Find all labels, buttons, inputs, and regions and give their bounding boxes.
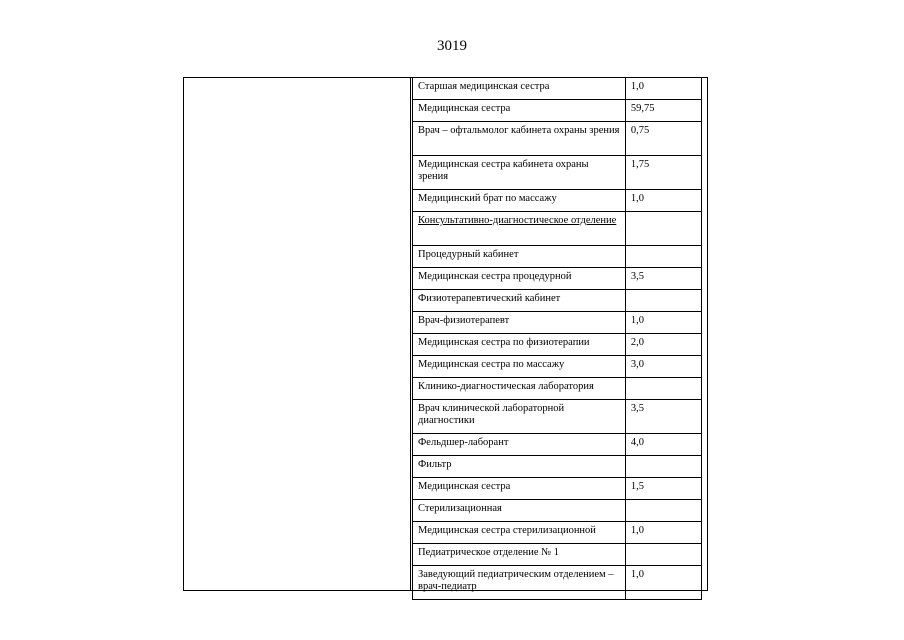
- staff-units-value: 1,5: [630, 481, 645, 492]
- position-name-cell: [413, 478, 626, 500]
- position-name-cell: [413, 190, 626, 212]
- staff-units-value: 2,0: [630, 337, 645, 348]
- position-name-cell: [413, 500, 626, 522]
- staff-units-cell: [625, 312, 701, 334]
- position-name-cell: [413, 78, 626, 100]
- staff-units-cell: [625, 400, 701, 434]
- position-name-cell: [413, 268, 626, 290]
- staff-units-cell: [625, 246, 701, 268]
- position-name: Консультативно-диагностическое отделение: [418, 215, 617, 226]
- position-name-cell: [413, 312, 626, 334]
- table-row: [413, 566, 702, 600]
- table-row: [413, 268, 702, 290]
- staff-units-cell: [625, 122, 701, 156]
- position-name: Медицинская сестра процедурной: [418, 271, 572, 282]
- table-row: [413, 122, 702, 156]
- position-name-cell: [413, 156, 626, 190]
- position-name-cell: [413, 434, 626, 456]
- position-name: Стерилизационная: [418, 503, 502, 514]
- page-number: 3019: [437, 38, 467, 54]
- position-name: Врач – офтальмолог кабинета охраны зрения: [418, 125, 620, 136]
- table-row: [413, 78, 702, 100]
- staff-units-value: 1,75: [630, 159, 650, 170]
- position-name: Медицинский брат по массажу: [418, 193, 557, 204]
- position-name: Заведующий педиатрическим отделением – врач-педиатр: [418, 569, 614, 592]
- position-name: Медицинская сестра: [418, 103, 511, 114]
- position-name: Врач клинической лабораторной диагностики: [418, 403, 565, 426]
- table-row: [413, 522, 702, 544]
- staff-units-cell: [625, 500, 701, 522]
- position-name: Медицинская сестра по физиотерапии: [418, 337, 590, 348]
- position-name-cell: [413, 334, 626, 356]
- table-row: [413, 500, 702, 522]
- table-row: [413, 246, 702, 268]
- staff-units-cell: [625, 522, 701, 544]
- position-name: Медицинская сестра кабинета охраны зрения: [418, 159, 589, 182]
- position-name: Врач-физиотерапевт: [418, 315, 510, 326]
- staff-units-cell: [625, 478, 701, 500]
- staff-units-value: 3,0: [630, 359, 645, 370]
- staff-units-cell: [625, 434, 701, 456]
- position-name: Фильтр: [418, 459, 452, 470]
- staff-units-cell: [625, 378, 701, 400]
- staff-units-value: 3,5: [630, 403, 645, 414]
- table-row: [413, 356, 702, 378]
- table-row: [413, 456, 702, 478]
- table-row: [413, 544, 702, 566]
- table-row: [413, 290, 702, 312]
- position-name: Старшая медицинская сестра: [418, 81, 550, 92]
- staff-units-cell: [625, 156, 701, 190]
- staff-units-cell: [625, 456, 701, 478]
- position-name-cell: [413, 122, 626, 156]
- staff-units-cell: [625, 78, 701, 100]
- table-row: [413, 334, 702, 356]
- left-column-divider: [410, 78, 411, 590]
- table-row: [413, 434, 702, 456]
- staff-table: [412, 77, 702, 600]
- staff-units-value: 1,0: [630, 315, 645, 326]
- staff-units-cell: [625, 356, 701, 378]
- staff-units-value: 1,0: [630, 569, 645, 580]
- staff-units-value: 1,0: [630, 525, 645, 536]
- staff-units-value: 1,0: [630, 81, 645, 92]
- table-row: [413, 190, 702, 212]
- position-name-cell: [413, 212, 626, 246]
- staff-units-value: 1,0: [630, 193, 645, 204]
- position-name: Физиотерапевтический кабинет: [418, 293, 561, 304]
- position-name-cell: [413, 246, 626, 268]
- staff-units-cell: [625, 190, 701, 212]
- position-name-cell: [413, 456, 626, 478]
- table-row: [413, 400, 702, 434]
- staff-units-cell: [625, 100, 701, 122]
- staff-units-value: 3,5: [630, 271, 645, 282]
- staff-units-cell: [625, 334, 701, 356]
- table-row: [413, 156, 702, 190]
- staff-table-body: [413, 78, 702, 600]
- position-name-cell: [413, 544, 626, 566]
- position-name-cell: [413, 378, 626, 400]
- table-row: [413, 100, 702, 122]
- position-name: Клинико-диагностическая лаборатория: [418, 381, 594, 392]
- position-name: Педиатрическое отделение № 1: [418, 547, 560, 558]
- position-name-cell: [413, 566, 626, 600]
- staff-units-cell: [625, 290, 701, 312]
- staff-units-value: 4,0: [630, 437, 645, 448]
- position-name-cell: [413, 400, 626, 434]
- position-name-cell: [413, 522, 626, 544]
- table-row: [413, 478, 702, 500]
- table-row: [413, 312, 702, 334]
- staff-units-cell: [625, 566, 701, 600]
- staff-units-cell: [625, 268, 701, 290]
- staff-units-value: 0,75: [630, 125, 650, 136]
- position-name-cell: [413, 356, 626, 378]
- position-name: Медицинская сестра по массажу: [418, 359, 565, 370]
- position-name: Процедурный кабинет: [418, 249, 519, 260]
- table-row: [413, 378, 702, 400]
- staff-units-cell: [625, 544, 701, 566]
- position-name-cell: [413, 100, 626, 122]
- staff-units-value: 59,75: [630, 103, 655, 114]
- position-name: Медицинская сестра стерилизационной: [418, 525, 596, 536]
- position-name: Фельдшер-лаборант: [418, 437, 509, 448]
- position-name-cell: [413, 290, 626, 312]
- position-name: Медицинская сестра: [418, 481, 511, 492]
- staff-units-cell: [625, 212, 701, 246]
- table-row: [413, 212, 702, 246]
